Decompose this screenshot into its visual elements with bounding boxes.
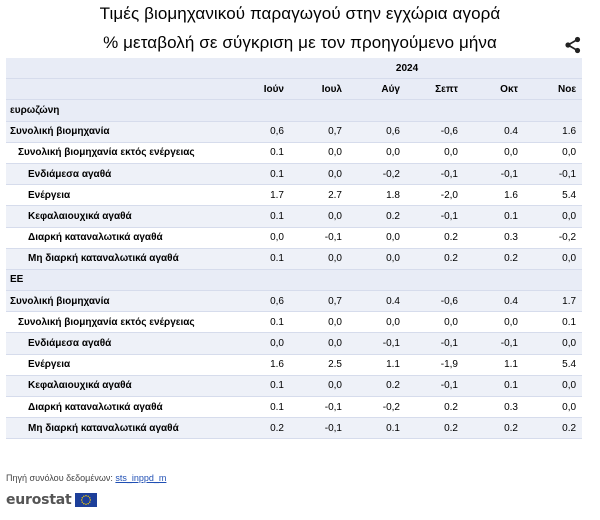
share-icon[interactable] [564,36,582,54]
value-cell: 0.1 [232,206,290,227]
value-cell: 0.1 [232,163,290,184]
value-cell: 1.1 [348,354,406,375]
value-cell: 0,0 [290,312,348,333]
value-cell: 0.4 [464,121,524,142]
table-row [6,397,582,418]
value-cell: 0,7 [290,121,348,142]
table-row [6,248,582,269]
value-cell: -0,1 [290,227,348,248]
value-cell: -0,1 [406,333,464,354]
eurostat-logo [6,490,97,510]
value-cell: 0.2 [406,248,464,269]
month-header: Ιούν [232,79,290,100]
value-cell: 1.8 [348,185,406,206]
table-row [6,142,582,163]
chart-title: Τιμές βιομηχανικού παραγωγού στην εγχώρια αγορά [99,4,501,23]
value-cell: 0,0 [524,333,582,354]
row-label: Ενδιάμεσα αγαθά [6,333,232,354]
value-cell: 0.2 [406,227,464,248]
logo-text: eurostat [6,492,72,508]
table-row [6,354,582,375]
value-cell: 0.1 [232,375,290,396]
year-header: 2024 [232,58,582,79]
value-cell: -0,1 [290,397,348,418]
value-cell: 1.7 [524,291,582,312]
value-cell: 0,0 [406,142,464,163]
table-row [6,163,582,184]
value-cell: 0.2 [406,418,464,439]
month-header: Σεπτ [406,79,464,100]
value-cell: 0.2 [524,418,582,439]
value-cell: -0,1 [464,333,524,354]
chart-subtitle: % μεταβολή σε σύγκριση με τον προηγούμενο μήνα [103,33,497,52]
value-cell: -0,1 [348,333,406,354]
value-cell: 0,0 [524,142,582,163]
table-row [6,375,582,396]
value-cell: -0,1 [290,418,348,439]
row-label: Συνολική βιομηχανία [6,121,232,142]
value-cell: -0,2 [348,163,406,184]
value-cell: 0.2 [406,397,464,418]
value-cell: -0,1 [464,163,524,184]
row-label: Ενέργεια [6,354,232,375]
value-cell: 0,0 [524,206,582,227]
value-cell: 0.4 [464,291,524,312]
value-cell: 0.1 [524,312,582,333]
value-cell: 0.4 [348,291,406,312]
table-row [6,418,582,439]
value-cell: 0,0 [290,333,348,354]
table-row [6,312,582,333]
value-cell: 0.1 [464,206,524,227]
value-cell: 0,0 [290,142,348,163]
row-label: Ενέργεια [6,185,232,206]
value-cell: 5.4 [524,354,582,375]
value-cell: 0.2 [464,248,524,269]
value-cell: 1.6 [464,185,524,206]
table-row [6,185,582,206]
header-blank-cell [6,79,232,100]
value-cell: 0,0 [524,397,582,418]
row-label: Ενδιάμεσα αγαθά [6,163,232,184]
value-cell: 2.5 [290,354,348,375]
row-label: Μη διαρκή καταναλωτικά αγαθά [6,248,232,269]
value-cell: 0.3 [464,397,524,418]
value-cell: 0,0 [464,142,524,163]
row-label: Κεφαλαιουχικά αγαθά [6,375,232,396]
value-cell: 0,0 [290,248,348,269]
value-cell: 0,0 [232,333,290,354]
value-cell: 0,0 [290,375,348,396]
month-header: Αύγ [348,79,406,100]
eu-flag-icon [75,493,97,507]
row-label: Διαρκή καταναλωτικά αγαθά [6,227,232,248]
table-row [6,227,582,248]
geo-group-row [6,100,582,121]
value-cell: 0,0 [348,312,406,333]
value-cell: 0.2 [348,206,406,227]
value-cell: 0.1 [232,248,290,269]
value-cell: 0,0 [406,312,464,333]
month-header: Ιουλ [290,79,348,100]
value-cell: -0,1 [406,163,464,184]
value-cell: -2,0 [406,185,464,206]
value-cell: 0.1 [232,142,290,163]
table-row [6,291,582,312]
value-cell: -0,6 [406,121,464,142]
value-cell: 1.6 [524,121,582,142]
row-label: Μη διαρκή καταναλωτικά αγαθά [6,418,232,439]
source-label: Πηγή συνόλου δεδομένων: [6,473,113,483]
value-cell: -0,1 [406,375,464,396]
row-label: Κεφαλαιουχικά αγαθά [6,206,232,227]
value-cell: 0.2 [348,375,406,396]
data-table [6,58,582,439]
month-header: Οκτ [464,79,524,100]
table-row [6,333,582,354]
value-cell: 0,0 [290,163,348,184]
value-cell: 0.1 [232,397,290,418]
value-cell: 0,7 [290,291,348,312]
value-cell: 0,6 [232,291,290,312]
source-note [6,473,166,483]
value-cell: 5.4 [524,185,582,206]
value-cell: 0.3 [464,227,524,248]
header-month-row [6,79,582,100]
value-cell: 0,6 [232,121,290,142]
geo-label: ΕΕ [6,269,582,290]
geo-label: ευρωζώνη [6,100,582,121]
value-cell: -0,1 [406,206,464,227]
value-cell: 1.7 [232,185,290,206]
value-cell: 0.2 [232,418,290,439]
row-label: Συνολική βιομηχανία [6,291,232,312]
row-label: Διαρκή καταναλωτικά αγαθά [6,397,232,418]
row-label: Συνολική βιομηχανία εκτός ενέργειας [6,142,232,163]
row-label: Συνολική βιομηχανία εκτός ενέργειας [6,312,232,333]
value-cell: 0,0 [348,248,406,269]
value-cell: 0.2 [464,418,524,439]
value-cell: -1,9 [406,354,464,375]
header-blank-cell [6,58,232,79]
value-cell: 0.1 [232,312,290,333]
geo-group-row [6,269,582,290]
value-cell: -0,2 [348,397,406,418]
value-cell: 0,6 [348,121,406,142]
value-cell: 0,0 [464,312,524,333]
value-cell: -0,1 [524,163,582,184]
value-cell: 0,0 [348,142,406,163]
value-cell: 1.6 [232,354,290,375]
value-cell: 0.1 [464,375,524,396]
value-cell: 0,0 [524,248,582,269]
table-row [6,121,582,142]
value-cell: -0,2 [524,227,582,248]
table-row [6,206,582,227]
value-cell: 0,0 [348,227,406,248]
header-year-row [6,58,582,79]
value-cell: -0,6 [406,291,464,312]
month-header: Νοε [524,79,582,100]
value-cell: 0,0 [290,206,348,227]
value-cell: 0,0 [524,375,582,396]
value-cell: 0,0 [232,227,290,248]
value-cell: 2.7 [290,185,348,206]
value-cell: 1.1 [464,354,524,375]
value-cell: 0.1 [348,418,406,439]
source-link[interactable]: sts_inppd_m [115,473,167,483]
